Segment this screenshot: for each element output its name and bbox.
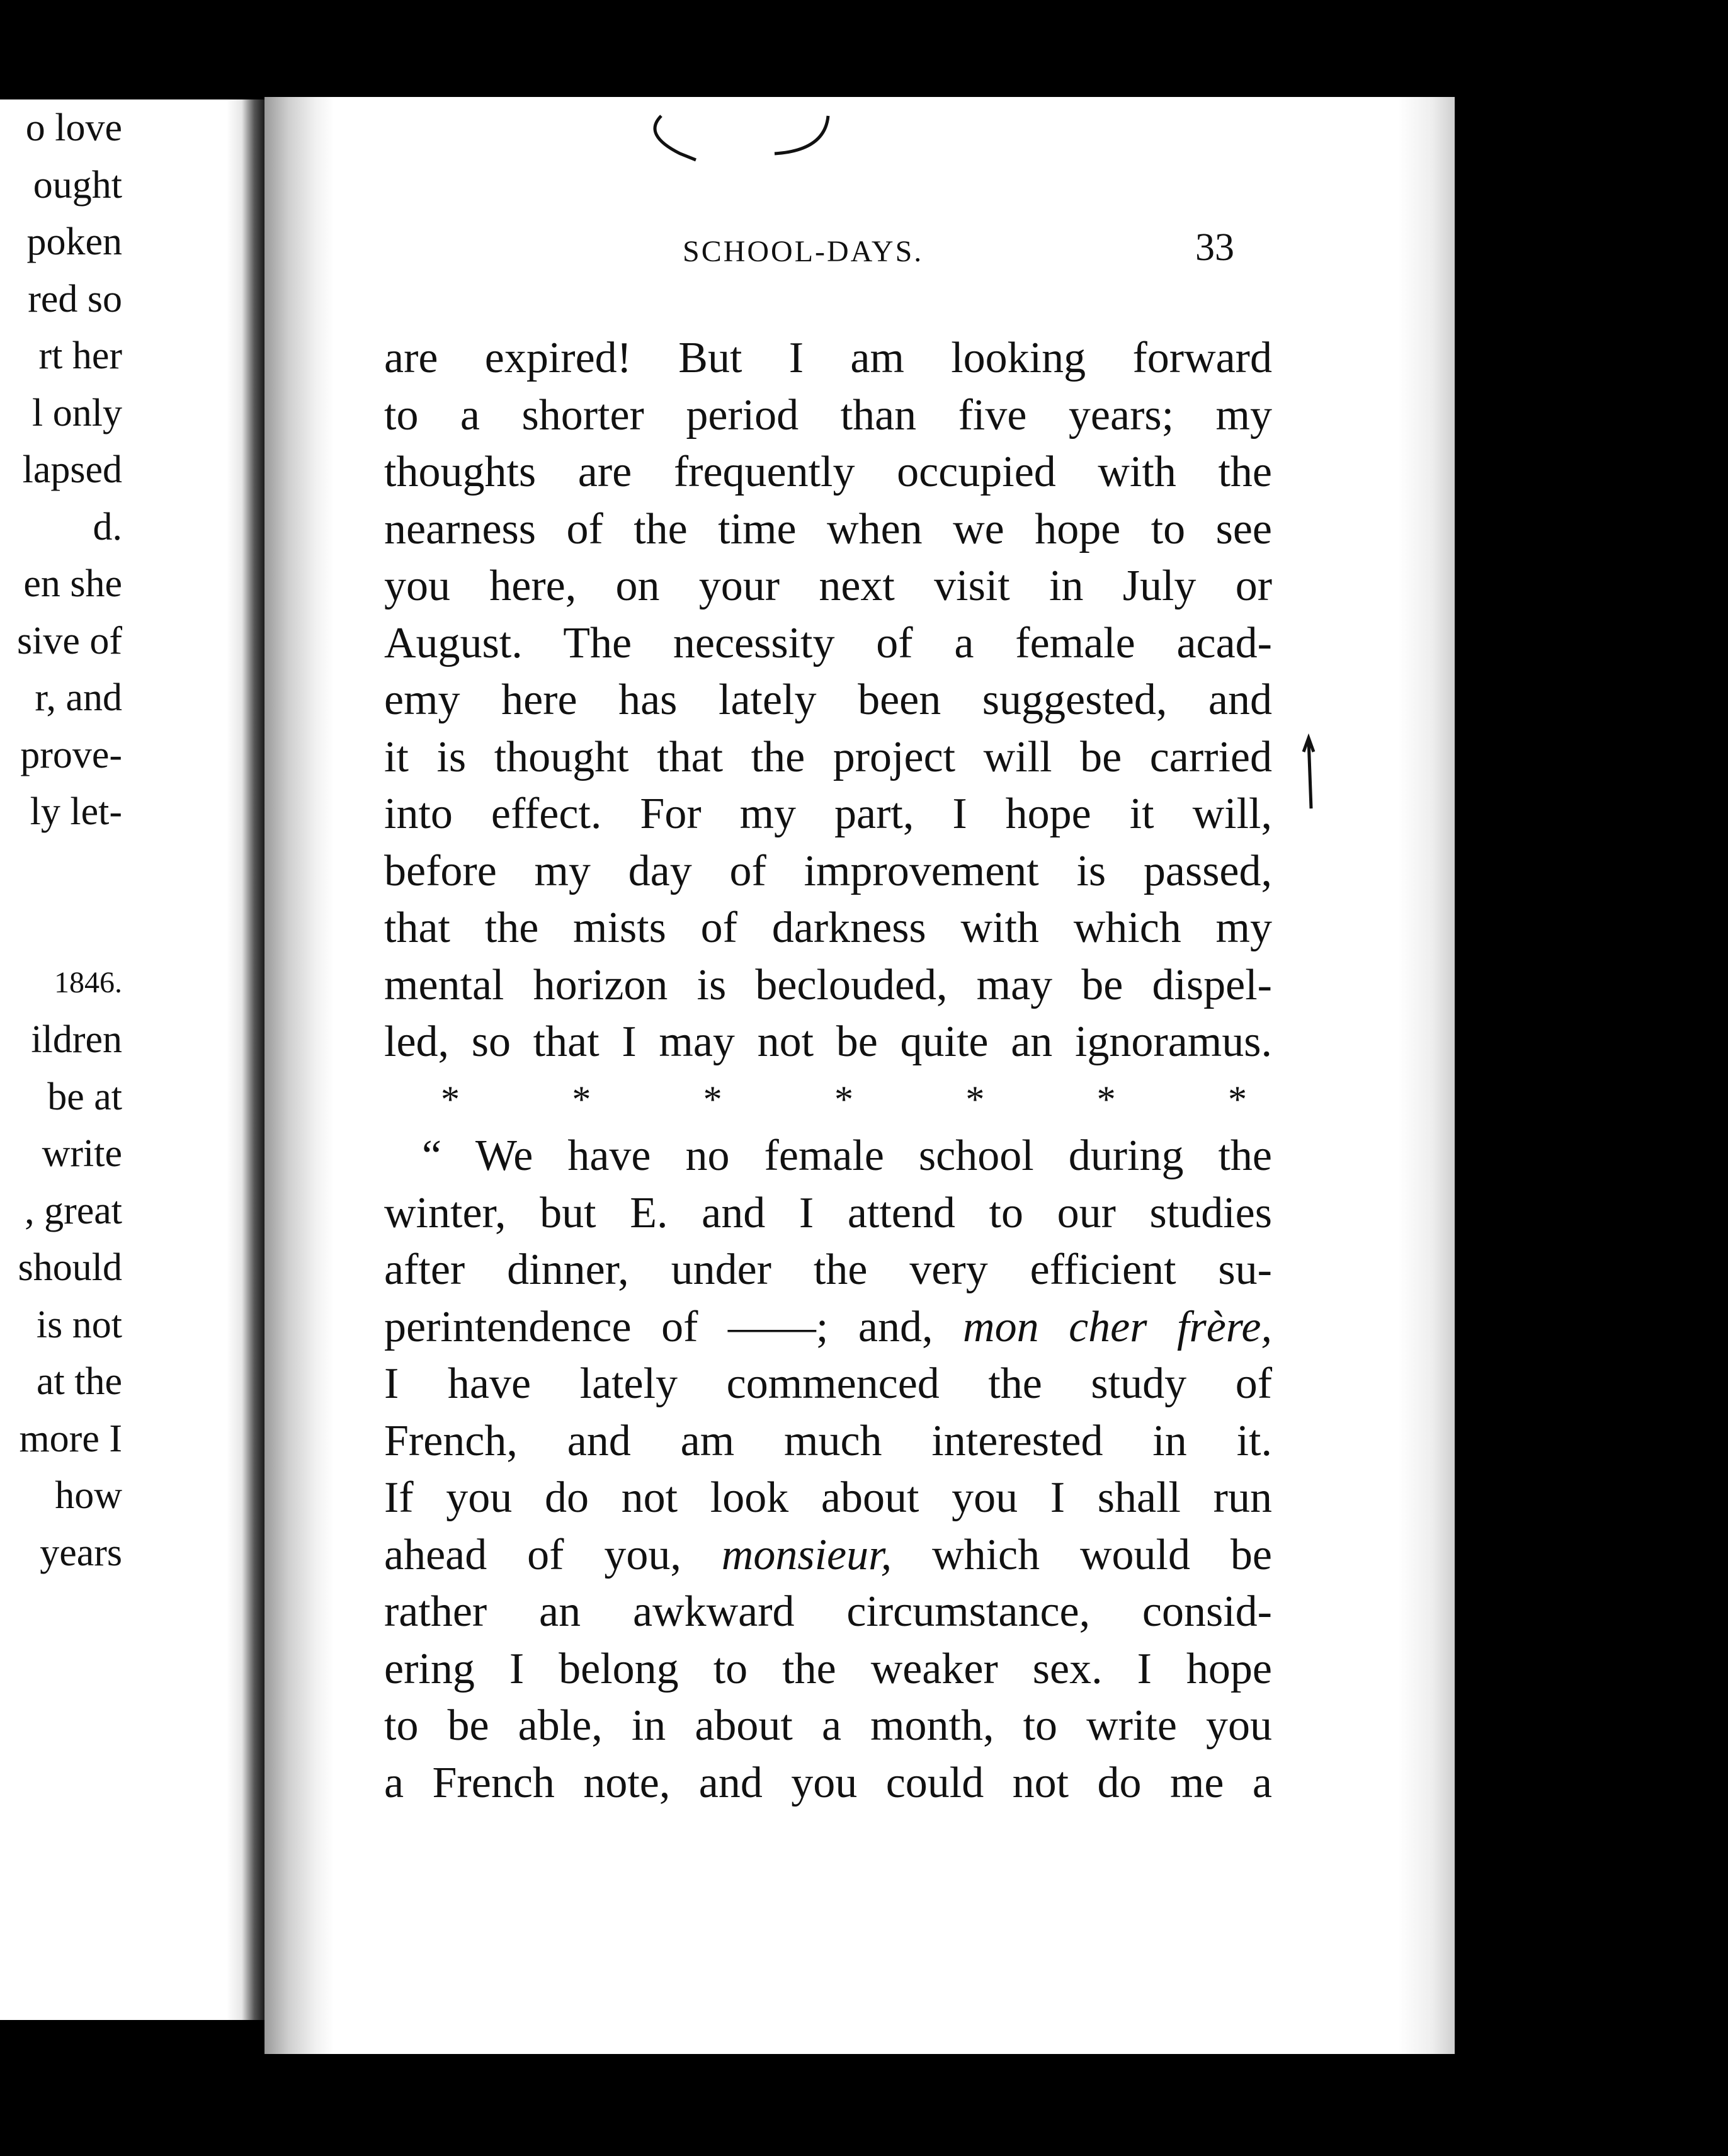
text-line: “ We have no female school during the [422,1132,1272,1180]
previous-page-line: , great [25,1189,122,1232]
text-line: I have lately commenced the study of [384,1359,1272,1408]
previous-page-line [0,841,122,898]
previous-page-line: years [40,1531,122,1574]
previous-page-line: poken [26,220,122,263]
previous-page-line: ly let- [30,790,122,833]
previous-page-line: be at [47,1075,122,1118]
text-line: If you do not look about you I shall run [384,1473,1272,1522]
gutter-shadow [264,97,334,2054]
text-line: after dinner, under the very efficient su- [384,1245,1272,1294]
text-line: to a shorter period than five years; my [384,390,1272,440]
previous-page-text [0,99,122,1581]
text-line: led, so that I may not be quite an ignoramus. [384,1018,1272,1066]
previous-page-line: ought [33,163,122,207]
section-break-asterisks [384,1071,1272,1128]
previous-page-line: r, and [35,676,122,719]
previous-page-line: en she [23,562,122,605]
current-page [264,97,1455,2054]
text-run: ahead of you, [384,1530,722,1579]
running-head: SCHOOL-DAYS. [683,235,924,268]
asterisk: * [703,1078,722,1120]
previous-page-line: more I [19,1417,122,1460]
text-line [384,1299,1272,1356]
italic-text: monsieur, [721,1530,892,1579]
previous-page-line: o love [25,106,122,149]
previous-page-line: prove- [20,733,122,776]
asterisk: * [1096,1078,1116,1120]
text-line: rather an awkward circumstance, consid- [384,1587,1272,1636]
previous-page-line: sive of [16,619,122,662]
previous-page-line: d. [93,505,122,548]
text-line: mental horizon is beclouded, may be dispel- [384,960,1272,1009]
previous-page-line: lapsed [22,448,122,491]
asterisk: * [834,1078,853,1120]
asterisk: * [441,1078,460,1120]
text-line: August. The necessity of a female acad- [384,618,1272,667]
text-line: you here, on your next visit in July or [384,562,1272,610]
previous-page-line [0,897,122,955]
text-line: emy here has lately been suggested, and [384,676,1272,724]
pencil-mark [636,103,863,173]
previous-page-line: write [42,1132,122,1175]
text-line: are expired! But I am looking forward [384,334,1272,382]
asterisk: * [572,1078,591,1120]
text-line: to be able, in about a month, to write you [384,1701,1272,1750]
text-line: before my day of improvement is passed, [384,846,1272,895]
page-number: 33 [1195,226,1234,269]
text-line: French, and am much interested in it. [384,1416,1272,1465]
text-line [384,1527,1272,1584]
asterisk: * [1227,1078,1247,1120]
previous-page-line: at the [37,1360,122,1403]
previous-page-line: red so [28,277,122,321]
asterisk: * [965,1078,985,1120]
text-line: nearness of the time when we hope to see [384,504,1272,553]
previous-page [0,99,246,2020]
text-line: that the mists of darkness with which my [384,904,1272,952]
previous-page-line: ildren [31,1018,122,1061]
text-line: into effect. For my part, I hope it will, [384,790,1272,838]
previous-page-line: how [55,1474,122,1517]
text-line: it is thought that the project will be carried [384,732,1272,781]
previous-page-line: rt her [38,334,122,377]
text-line: a French note, and you could not do me a [384,1758,1272,1807]
text-line: thoughts are frequently occupied with the [384,448,1272,496]
previous-page-date: 1846. [54,965,122,999]
text-run: which would be [892,1530,1272,1579]
page-edge-shade [1398,97,1455,2054]
text-line: winter, but E. and I attend to our studies [384,1188,1272,1237]
previous-page-line: l only [32,391,122,434]
pencil-arrow-mark [1297,733,1322,815]
italic-text: mon cher frère, [963,1302,1273,1351]
previous-page-line: should [18,1246,122,1289]
previous-page-line: is not [36,1303,122,1346]
text-run: perintendence of ——; and, [384,1302,963,1351]
page-body-text [384,330,1272,1812]
text-line: ering I belong to the weaker sex. I hope [384,1644,1272,1693]
